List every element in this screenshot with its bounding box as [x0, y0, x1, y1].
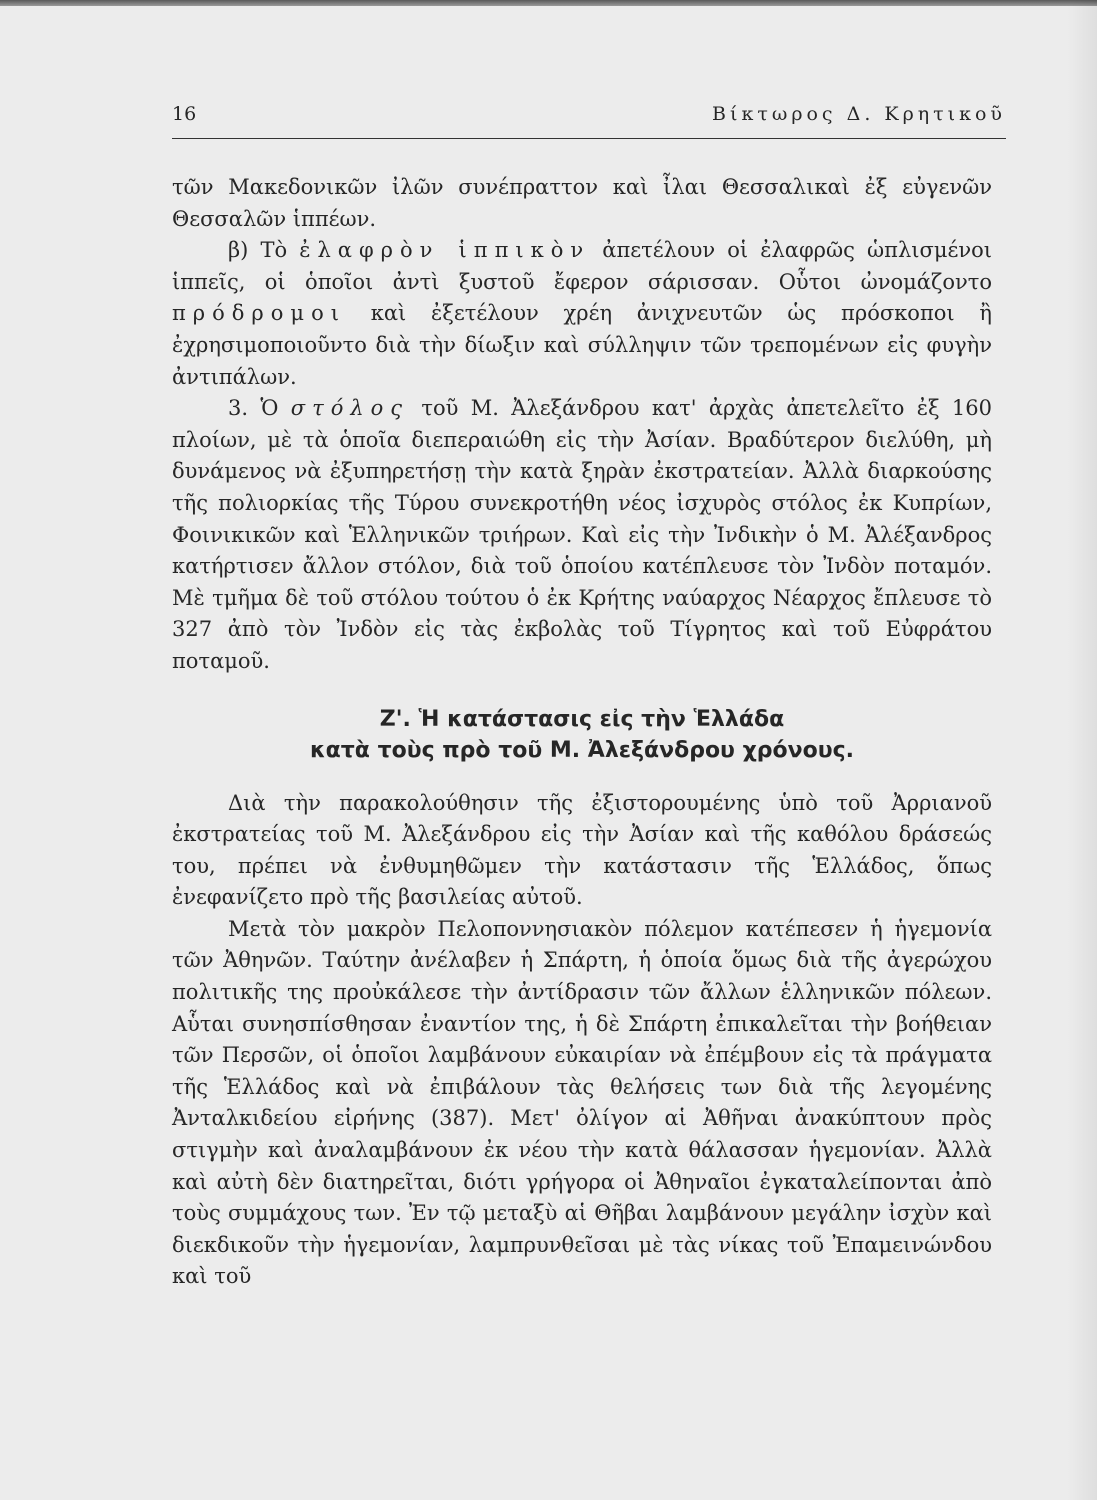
header-rule	[172, 138, 1006, 139]
spaced-term-prodromoi: πρόδρομοι	[172, 301, 346, 326]
paragraph-light-cavalry-mid: ἀπετέλουν οἱ ἐλαφρῶς ὡπλισμένοι ἱππεῖς, οἱ ὁποῖοι ἀντὶ ξυστοῦ ἔφερον σάρισσαν. Οὗτοι ὠνομάζοντο	[172, 238, 992, 294]
page-number: 16	[172, 103, 197, 125]
section-heading-line-2: κατὰ τοὺς πρὸ τοῦ Μ. Ἀλεξάνδρου χρόνους.	[310, 737, 854, 763]
spaced-term-light-cavalry: ἐλαφρὸν ἱππικὸν	[299, 238, 591, 263]
section-heading-line-1: Ζ'. Ἡ κατάστασις εἰς τὴν Ἑλλάδα	[379, 706, 785, 732]
scan-top-edge	[0, 0, 1097, 6]
running-head: Βίκτωρος Δ. Κρητικοῦ	[712, 103, 1006, 125]
paragraph-fleet-body: τοῦ Μ. Ἀλεξάνδρου κατ' ἀρχὰς ἀπετελεῖτο ἐξ 160 πλοίων, μὲ τὰ ὁποῖα διεπεραιώθη εἰς τὴν Ἀσίαν. Βραδύτερον διελύθη, μὴ δυνάμενος νὰ ἐξυπηρετήσῃ τὴν κατὰ ξηρὰν ἐκστρατείαν. Ἀλλὰ διαρκούσης τῆς πολιορκίας τῆς Τύρου συνεκροτήθη νέος ἰσχυρὸς στόλος ἐκ Κυπρίων, Φοινικικῶν καὶ Ἑλληνικῶν τριήρων. Καὶ εἰς τὴν Ἰνδικὴν ὁ Μ. Ἀλέξανδρος κατήρτισεν ἄλλον στόλον, διὰ τοῦ ὁποίου κατέπλευσε τὸν Ἰνδὸν ποταμόν. Μὲ τμῆμα δὲ τοῦ στόλου τούτου ὁ ἐκ Κρήτης ναύαρχος Νέαρχος ἔπλευσε τὸ 327 ἀπὸ τὸν Ἰνδὸν εἰς τὰς ἐκβολὰς τοῦ Τίγρητος καὶ τοῦ Εὐφράτου ποταμοῦ.	[172, 396, 993, 673]
paragraph-light-cavalry	[172, 235, 992, 393]
paragraph-cavalry-thessalian: τῶν Μακεδονικῶν ἰλῶν συνέπραττον καὶ ἶλαι Θεσσαλικαὶ ἐξ εὐγενῶν Θεσσαλῶν ἱππέων.	[172, 175, 992, 231]
scan-page-shadow	[1067, 0, 1097, 1500]
paragraph-light-cavalry-end: καὶ ἐξετέλουν χρέη ἀνιχνευτῶν ὡς πρόσκοποι ἢ ἐχρησιμοποιοῦντο διὰ τὴν δίωξιν καὶ σύλληψιν τῶν τρεπομένων εἰς φυγὴν ἀντιπάλων.	[172, 301, 992, 389]
paragraph-fleet-lead: 3. Ὁ	[228, 396, 291, 421]
paragraph-introduction: Διὰ τὴν παρακολούθησιν τῆς ἐξιστορουμένης ὑπὸ τοῦ Ἀρριανοῦ ἐκστρατείας τοῦ Μ. Ἀλεξάνδρου εἰς τὴν Ἀσίαν καὶ τῆς καθόλου δράσεώς του, πρέπει νὰ ἐνθυμηθῶμεν τὴν κατάστασιν τῆς Ἑλλάδος, ὅπως ἐνεφανίζετο πρὸ τῆς βασιλείας αὐτοῦ.	[172, 790, 992, 910]
section-heading	[172, 704, 992, 766]
page-body	[172, 172, 992, 1293]
paragraph-light-cavalry-lead: β) Τὸ	[228, 238, 300, 263]
paragraph-fleet	[172, 393, 992, 677]
page-header	[172, 103, 1006, 133]
spaced-term-fleet: στόλος	[290, 396, 410, 421]
paragraph-hegemony-history: Μετὰ τὸν μακρὸν Πελοποννησιακὸν πόλεμον κατέπεσεν ἡ ἡγεμονία τῶν Ἀθηνῶν. Ταύτην ἀνέλαβεν ἡ Σπάρτη, ἡ ὁποία ὅμως διὰ τῆς ἀγερώχου πολιτικῆς της προὐκάλεσε τὴν ἀντίδρασιν τῶν ἄλλων ἑλληνικῶν πόλεων. Αὗται συνησπίσθησαν ἐναντίον της, ἡ δὲ Σπάρτη ἐπικαλεῖται τὴν βοήθειαν τῶν Περσῶν, οἱ ὁποῖοι λαμβάνουν εὐκαιρίαν νὰ ἐπέμβουν εἰς τὰ πράγματα τῆς Ἑλλάδος καὶ νὰ ἐπιβάλουν τὰς θελήσεις των διὰ τῆς λεγομένης Ἀνταλκιδείου εἰρήνης (387). Μετ' ὀλίγον αἱ Ἀθῆναι ἀνακύπτουν πρὸς στιγμὴν καὶ ἀναλαμβάνουν ἐκ νέου τὴν κατὰ θάλασσαν ἡγεμονίαν. Ἀλλὰ καὶ αὐτὴ δὲν διατηρεῖται, διότι γρήγορα οἱ Ἀθηναῖοι ἐγκαταλείπονται ἀπὸ τοὺς συμμάχους των. Ἐν τῷ μεταξὺ αἱ Θῆβαι λαμβάνουν μεγάλην ἰσχὺν καὶ διεκδικοῦν τὴν ἡγεμονίαν, λαμπρυνθεῖσαι μὲ τὰς νίκας τοῦ Ἐπαμεινώνδου καὶ τοῦ	[172, 916, 992, 1289]
